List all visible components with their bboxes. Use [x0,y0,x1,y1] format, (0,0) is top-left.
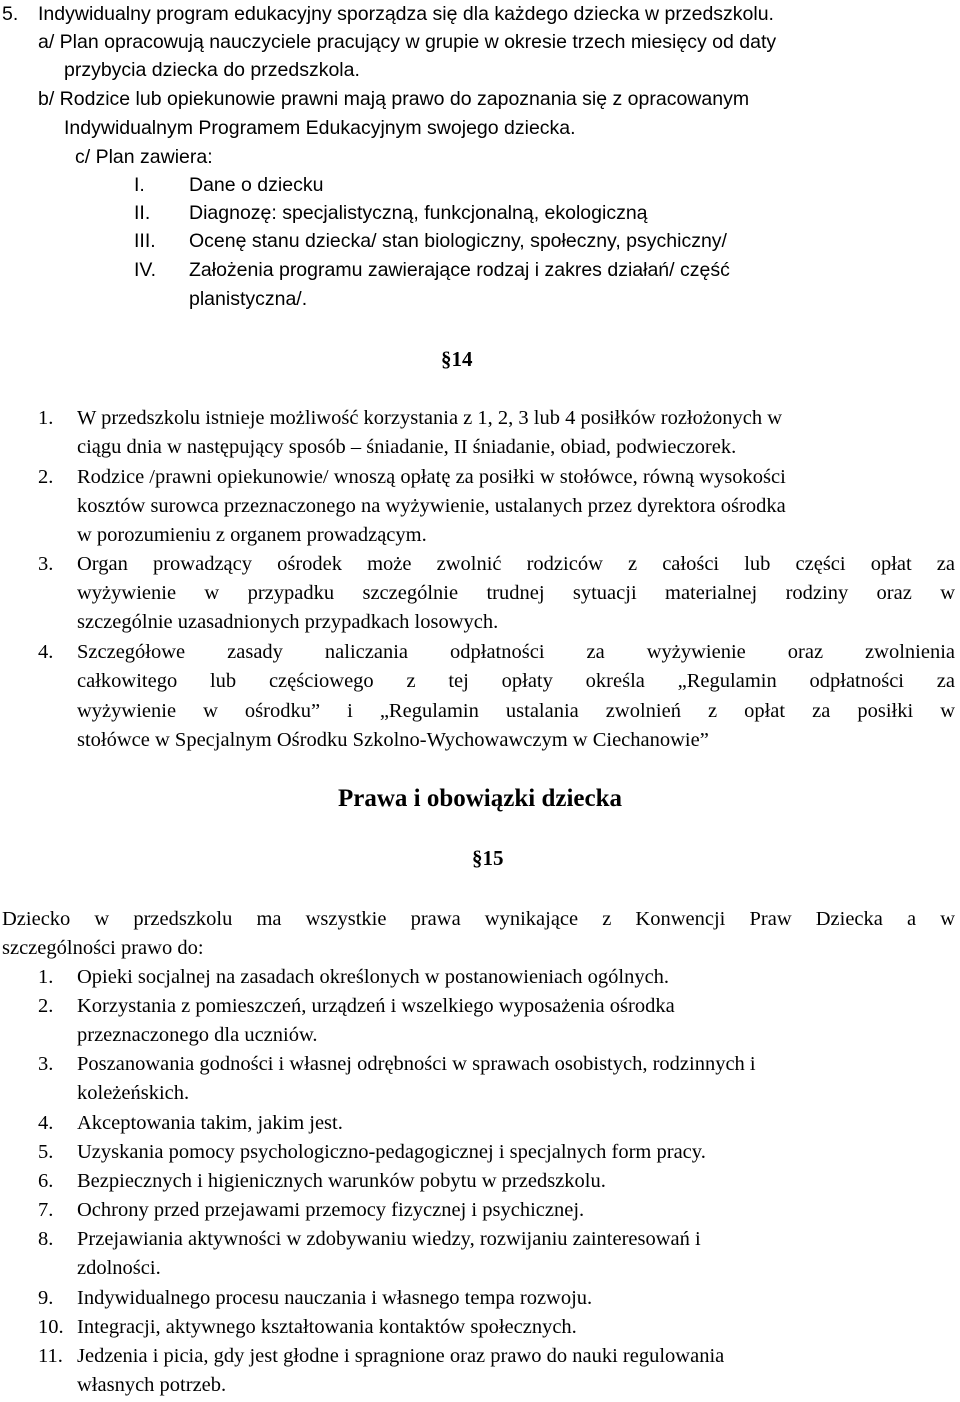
list-item-line: Poszanowania godności i własnej odrębności w sprawach osobistych, rodzinnych i [77,1053,756,1075]
list-item-number: 10. [38,1316,64,1338]
list-item-line: Uzyskania pomocy psychologiczno-pedagogicznej i specjalnych form pracy. [77,1141,706,1163]
list-item-number: 3. [38,553,54,575]
list-item-line: Bezpiecznych i higienicznych warunków pobytu w przedszkolu. [77,1170,606,1192]
paragraph-a-line: przybycia dziecka do przedszkola. [64,59,360,81]
paragraph-b-line: b/ Rodzice lub opiekunowie prawni mają prawo do zapoznania się z opracowanym [38,88,750,110]
plan-item-text: Ocenę stanu dziecka/ stan biologiczny, społeczny, psychiczny/ [189,230,727,252]
list-item-number: 1. [38,966,54,988]
list-item-number: 9. [38,1287,54,1309]
list-item-number: 3. [38,1053,54,1075]
list-item-line: Indywidualnego procesu nauczania i własnego tempa rozwoju. [77,1287,593,1309]
list-item-number: 6. [38,1170,54,1192]
section-heading: Prawa i obowiązki dziecka [337,785,622,812]
paragraph-c-intro: c/ Plan zawiera: [75,146,213,168]
list-item-line: własnych potrzeb. [77,1374,227,1396]
item-number: 5. [2,3,19,25]
plan-item-text-continued: planistyczna/. [189,288,308,310]
list-item-number: 2. [38,466,54,488]
intro-line: szczególności prawo do: [2,937,204,959]
plan-item-number: IV. [134,259,157,281]
list-item-line: całkowitego lub częściowego z tej opłaty określa „Regulamin odpłatności za [77,670,955,692]
list-item-line: W przedszkolu istnieje możliwość korzystania z 1, 2, 3 lub 4 posiłków rozłożonych w [77,407,783,429]
list-item-line: ciągu dnia w następujący sposób – śniadanie, II śniadanie, obiad, podwieczorek. [77,436,737,458]
section-number-14: §14 [441,347,473,371]
section-number-15: §15 [472,846,504,870]
list-item-number: 11. [38,1345,63,1367]
list-item-line: w porozumieniu z organem prowadzącym. [77,524,427,546]
plan-item-number: I. [134,174,145,196]
paragraph-b-line: Indywidualnym Programem Edukacyjnym swojego dziecka. [64,117,576,139]
list-item-number: 7. [38,1199,54,1221]
list-item-line: zdolności. [77,1257,161,1279]
plan-item-text: Założenia programu zawierające rodzaj i zakres działań/ część [189,259,730,281]
paragraph-a-line: a/ Plan opracowują nauczyciele pracujący w grupie w okresie trzech miesięcy od daty [38,31,777,53]
list-item-number: 4. [38,641,54,663]
list-item-line: wyżywienie w przypadku szczególnie trudnej sytuacji materialnej rodziny oraz w [77,582,955,604]
list-item-line: Jedzenia i picia, gdy jest głodne i spragnione oraz prawo do nauki regulowania [77,1345,725,1367]
list-item-line: Akceptowania takim, jakim jest. [77,1112,343,1134]
list-item-number: 2. [38,995,54,1017]
list-item-line: wyżywienie w ośrodku” i „Regulamin ustalania zwolnień z opłat za posiłki w [77,700,955,722]
list-item-line: Przejawiania aktywności w zdobywaniu wiedzy, rozwijaniu zainteresowań i [77,1228,701,1250]
list-item-line: Szczegółowe zasady naliczania odpłatności za wyżywienie oraz zwolnienia [77,641,955,663]
list-item-line: Rodzice /prawni opiekunowie/ wnoszą opłatę za posiłki w stołówce, równą wysokości [77,466,786,488]
list-item-line: Opieki socjalnej na zasadach określonych w postanowieniach ogólnych. [77,966,670,988]
plan-item-text: Dane o dziecku [189,174,324,196]
plan-item-number: III. [134,230,156,252]
item-title: Indywidualny program edukacyjny sporządza się dla każdego dziecka w przedszkolu. [38,3,774,25]
list-item-line: szczególnie uzasadnionych przypadkach losowych. [77,611,499,633]
list-item-number: 8. [38,1228,54,1250]
intro-line: Dziecko w przedszkolu ma wszystkie prawa wynikające z Konwencji Praw Dziecka a w [2,908,955,930]
plan-item-number: II. [134,202,151,224]
list-item-number: 1. [38,407,54,429]
list-item-line: kosztów surowca przeznaczonego na wyżywienie, ustalanych przez dyrektora ośrodka [77,495,786,517]
plan-item-text: Diagnozę: specjalistyczną, funkcjonalną, ekologiczną [189,202,648,224]
list-item-line: Integracji, aktywnego kształtowania kontaktów społecznych. [77,1316,577,1338]
list-item-number: 4. [38,1112,54,1134]
list-item-line: koleżeńskich. [77,1082,190,1104]
list-item-number: 5. [38,1141,54,1163]
list-item-line: stołówce w Specjalnym Ośrodku Szkolno-Wychowawczym w Ciechanowie” [77,729,709,751]
list-item-line: Ochrony przed przejawami przemocy fizycznej i psychicznej. [77,1199,585,1221]
list-item-line: przeznaczonego dla uczniów. [77,1024,318,1046]
list-item-line: Organ prowadzący ośrodek może zwolnić rodziców z całości lub części opłat za [77,553,955,575]
list-item-line: Korzystania z pomieszczeń, urządzeń i wszelkiego wyposażenia ośrodka [77,995,675,1017]
